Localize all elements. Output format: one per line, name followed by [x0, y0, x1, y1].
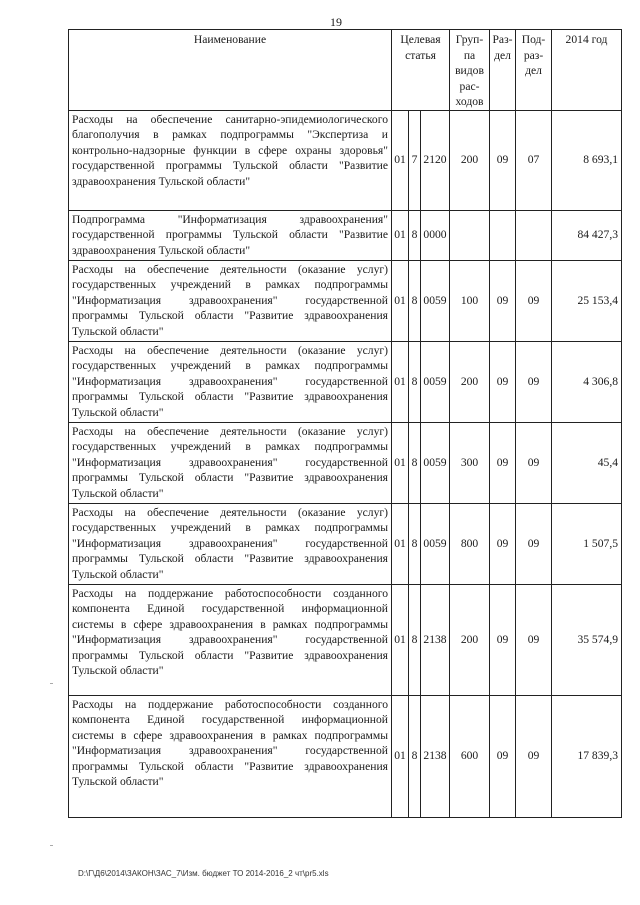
file-path-footer: D:\Г\Д6\2014\ЗАКОН\ЗАС_7\Изм. бюджет ТО 2014-2016_2 чт\pr5.xls: [78, 869, 329, 878]
budget-table: [68, 29, 622, 818]
cell-amount: 25 153,4: [552, 260, 622, 341]
cell-a1: 01: [392, 503, 409, 584]
cell-name: Подпрограмма "Информатизация здравоохранения" государственной программы Тульской области "Развитие здравоохранения Тульской области": [69, 210, 392, 260]
cell-amount: 1 507,5: [552, 503, 622, 584]
header-year: 2014 год: [552, 30, 622, 111]
cell-group: 200: [450, 341, 490, 422]
table-row: [69, 503, 622, 584]
cell-a2: 8: [409, 260, 421, 341]
cell-a1: 01: [392, 110, 409, 210]
cell-a3: 2120: [421, 110, 450, 210]
table-row: [69, 695, 622, 817]
table-row: [69, 422, 622, 503]
cell-subsection: 09: [516, 695, 552, 817]
page-number: 19: [330, 15, 342, 29]
cell-a1: 01: [392, 695, 409, 817]
cell-section: 09: [490, 584, 516, 695]
cell-group: 200: [450, 110, 490, 210]
cell-a2: 8: [409, 503, 421, 584]
cell-amount: 8 693,1: [552, 110, 622, 210]
cell-section: 09: [490, 260, 516, 341]
cell-a2: 8: [409, 695, 421, 817]
table-row: [69, 341, 622, 422]
cell-amount: 4 306,8: [552, 341, 622, 422]
table-row: [69, 260, 622, 341]
cell-a1: 01: [392, 341, 409, 422]
cell-a3: 0059: [421, 422, 450, 503]
cell-subsection: 09: [516, 260, 552, 341]
cell-name: Расходы на поддержание работоспособности созданного компонента Единой государственной информационной системы в сфере здравоохранения в рамках подпрограммы "Информатизация здравоохранения" государственной программы Тульской области "Развитие здравоохранения Тульской области": [69, 695, 392, 817]
header-subsection: Под-раз-дел: [516, 30, 552, 111]
cell-a1: 01: [392, 210, 409, 260]
cell-section: 09: [490, 341, 516, 422]
cell-a2: 8: [409, 422, 421, 503]
header-name: Наименование: [69, 30, 392, 111]
cell-subsection: [516, 210, 552, 260]
header-expense-group: Груп-па видов рас-ходов: [450, 30, 490, 111]
cell-group: 200: [450, 584, 490, 695]
cell-a1: 01: [392, 584, 409, 695]
cell-a2: 7: [409, 110, 421, 210]
cell-group: [450, 210, 490, 260]
table-header-row: [69, 30, 622, 111]
cell-name: Расходы на обеспечение санитарно-эпидемиологического благополучия в рамках подпрограммы "Экспертиза и контрольно-надзорные функции в сфере охраны здоровья" государственной программы Тульской области "Развитие здравоохранения Тульской области": [69, 110, 392, 210]
cell-section: 09: [490, 503, 516, 584]
cell-amount: 17 839,3: [552, 695, 622, 817]
table-row: [69, 584, 622, 695]
cell-name: Расходы на поддержание работоспособности созданного компонента Единой государственной информационной системы в сфере здравоохранения в рамках подпрограммы "Информатизация здравоохранения" государственной программы Тульской области "Развитие здравоохранения Тульской области": [69, 584, 392, 695]
cell-name: Расходы на обеспечение деятельности (оказание услуг) государственных учреждений в рамках подпрограммы "Информатизация здравоохранения" государственной программы Тульской области "Развитие здравоохранения Тульской области": [69, 422, 392, 503]
cell-name: Расходы на обеспечение деятельности (оказание услуг) государственных учреждений в рамках подпрограммы "Информатизация здравоохранения" государственной программы Тульской области "Развитие здравоохранения Тульской области": [69, 503, 392, 584]
cell-subsection: 09: [516, 503, 552, 584]
table-row: [69, 210, 622, 260]
cell-subsection: 07: [516, 110, 552, 210]
cell-a3: 0059: [421, 503, 450, 584]
cell-subsection: 09: [516, 584, 552, 695]
cell-group: 100: [450, 260, 490, 341]
header-target-article: Целевая статья: [392, 30, 450, 111]
cell-section: 09: [490, 110, 516, 210]
cell-section: 09: [490, 422, 516, 503]
cell-amount: 45,4: [552, 422, 622, 503]
cell-group: 800: [450, 503, 490, 584]
header-section: Раз-дел: [490, 30, 516, 111]
cell-a3: 0000: [421, 210, 450, 260]
cell-subsection: 09: [516, 341, 552, 422]
cell-subsection: 09: [516, 422, 552, 503]
cell-a3: 2138: [421, 695, 450, 817]
cell-group: 300: [450, 422, 490, 503]
cell-amount: 84 427,3: [552, 210, 622, 260]
cell-name: Расходы на обеспечение деятельности (оказание услуг) государственных учреждений в рамках подпрограммы "Информатизация здравоохранения" государственной программы Тульской области "Развитие здравоохранения Тульской области": [69, 341, 392, 422]
cell-group: 600: [450, 695, 490, 817]
cell-a3: 0059: [421, 341, 450, 422]
cell-name: Расходы на обеспечение деятельности (оказание услуг) государственных учреждений в рамках подпрограммы "Информатизация здравоохранения" государственной программы Тульской области "Развитие здравоохранения Тульской области": [69, 260, 392, 341]
cell-amount: 35 574,9: [552, 584, 622, 695]
cell-a2: 8: [409, 210, 421, 260]
cell-a3: 0059: [421, 260, 450, 341]
cell-a2: 8: [409, 341, 421, 422]
cell-section: 09: [490, 695, 516, 817]
cell-a2: 8: [409, 584, 421, 695]
cell-a3: 2138: [421, 584, 450, 695]
cell-section: [490, 210, 516, 260]
table-row: [69, 110, 622, 210]
cell-a1: 01: [392, 260, 409, 341]
cell-a1: 01: [392, 422, 409, 503]
